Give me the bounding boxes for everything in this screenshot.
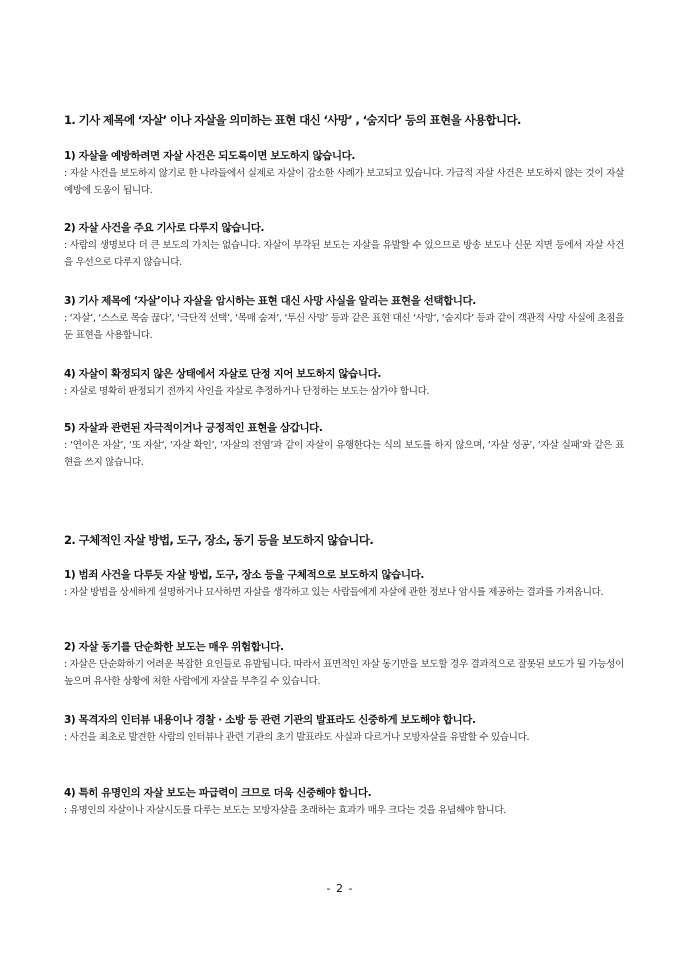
item-body: : 자살은 단순화하기 어려운 복잡한 요인들로 유발됩니다. 따라서 표면적인 자살 동기만을 보도할 경우 결과적으로 잘못된 보도가 될 가능성이 높으며 유사한 상황에 처한 사람에게 자살을 부추길 수 있습니다.: [64, 659, 624, 687]
item-body: : ‘자살’, ‘스스로 목숨 끊다’, ‘극단적 선택’, ‘목매 숨져’, ‘투신 사망’ 등과 같은 표현 대신 ‘사망’, ‘숨지다’ 등과 같이 객관적 사망 사실에 초점을 둔 표현을 사용합니다.: [64, 313, 624, 341]
section-2-item-2: [64, 639, 624, 690]
item-body: : 사람의 생명보다 더 큰 보도의 가치는 없습니다. 자살이 부각된 보도는 자살을 유발할 수 있으므로 방송 보도나 신문 지면 등에서 자살 사건을 우선으로 다루지 않습니다.: [64, 240, 624, 268]
item-body: : 자살 사건을 보도하지 않기로 한 나라들에서 실제로 자살이 감소한 사례가 보고되고 있습니다. 가급적 자살 사건은 보도하지 않는 것이 자살예방에 도움이 됩니다.: [64, 168, 624, 196]
section-1-item-1: [64, 148, 624, 199]
item-heading: 4) 자살이 확정되지 않은 상태에서 자살로 단정 지어 보도하지 않습니다.: [64, 368, 381, 380]
item-heading: 1) 자살을 예방하려면 자살 사건은 되도록이면 보도하지 않습니다.: [64, 150, 355, 162]
item-heading: 2) 자살 사건을 주요 기사로 다루지 않습니다.: [64, 222, 265, 234]
section-2-item-4: [64, 785, 624, 819]
section-2-title: 2. 구체적인 자살 방법, 도구, 장소, 동기 등을 보도하지 않습니다.: [64, 533, 374, 547]
item-body: : 자살 방법을 상세하게 설명하거나 묘사하면 자살을 생각하고 있는 사람들에게 자살에 관한 정보나 암시를 제공하는 결과를 가져옵니다.: [64, 587, 604, 598]
item-heading: 4) 특히 유명인의 자살 보도는 파급력이 크므로 더욱 신중해야 합니다.: [64, 787, 372, 799]
item-body: : 사건을 최초로 발견한 사람의 인터뷰나 관련 기관의 초기 발표라도 사실과 다르거나 모방자살을 유발할 수 있습니다.: [64, 732, 530, 743]
item-body: : 자살로 명확히 판정되기 전까지 사인을 자살로 추정하거나 단정하는 보도는 삼가야 합니다.: [64, 386, 430, 397]
section-2-item-1: [64, 567, 624, 601]
section-1-item-5: [64, 420, 624, 471]
section-1-title: 1. 기사 제목에 ‘자살’ 이나 자살을 의미하는 표현 대신 ‘사망’ , ‘숨지다’ 등의 표현을 사용합니다.: [64, 113, 521, 127]
item-heading: 3) 목격자의 인터뷰 내용이나 경찰 · 소방 등 관련 기관의 발표라도 신중하게 보도해야 합니다.: [64, 714, 476, 726]
item-body: : ‘연이은 자살’, ‘또 자살’, ‘자살 확인’, ‘자살의 전염’과 같이 자살이 유행한다는 식의 보도를 하지 않으며, ‘자살 성공’, ‘자살 실패’와 같은 표현을 쓰지 않습니다.: [64, 440, 624, 468]
section-2-item-3: [64, 712, 624, 746]
section-1-item-2: [64, 220, 624, 271]
item-heading: 2) 자살 동기를 단순화한 보도는 매우 위험합니다.: [64, 641, 284, 653]
item-heading: 3) 기사 제목에 ‘자살’이나 자살을 암시하는 표현 대신 사망 사실을 알리는 표현을 선택합니다.: [64, 295, 476, 307]
item-body: : 유명인의 자살이나 자살시도를 다루는 보도는 모방자살을 초래하는 효과가 매우 크다는 것을 유념해야 합니다.: [64, 805, 506, 816]
section-1-item-4: [64, 366, 624, 400]
page-number: - 2 -: [326, 882, 354, 895]
section-1-item-3: [64, 293, 624, 344]
item-heading: 5) 자살과 관련된 자극적이거나 긍정적인 표현을 삼갑니다.: [64, 422, 323, 434]
item-heading: 1) 범죄 사건을 다루듯 자살 방법, 도구, 장소 등을 구체적으로 보도하지 않습니다.: [64, 569, 424, 581]
